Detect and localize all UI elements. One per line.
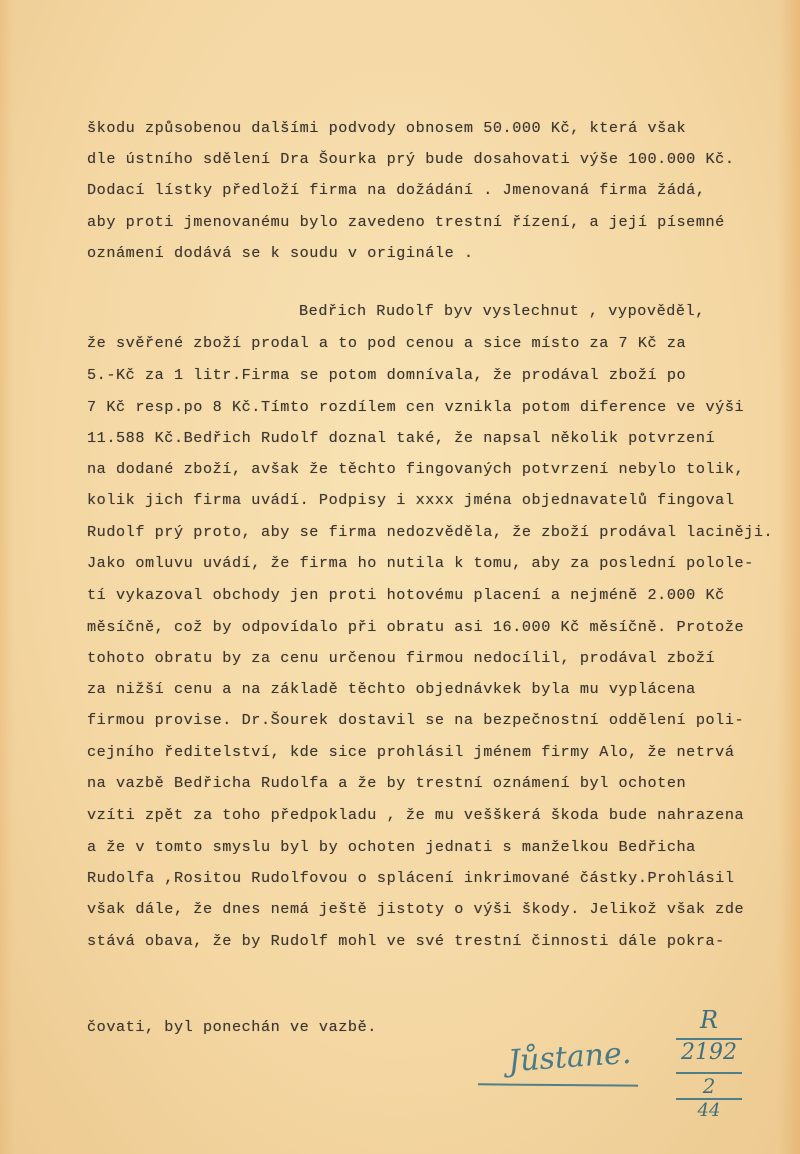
text-line: za nižší cenu a na základě těchto objednávkek byla mu vyplácena xyxy=(87,680,696,698)
text-line: aby proti jmenovanému bylo zavedeno trestní řízení, a její písemné xyxy=(87,213,725,231)
text-line: vzíti zpět za toho předpokladu , že mu vešškerá škoda bude nahrazena xyxy=(87,806,745,824)
text-line: a že v tomto smyslu byl by ochoten jednati s manželkou Bedřicha xyxy=(87,838,696,856)
file-number: 2192 xyxy=(681,1040,737,1065)
text-line: měsíčně, což by odpovídalo při obratu asi 16.000 Kč měsíčně. Protože xyxy=(87,618,745,636)
text-line: 11.588 Kč.Bedřich Rudolf doznal také, že napsal několik potvrzení xyxy=(87,429,716,447)
text-line: dle ústního sdělení Dra Šourka prý bude dosahovati výše 100.000 Kč. xyxy=(87,150,735,168)
text-line: stává obava, že by Rudolf mohl ve své trestní činnosti dále pokra- xyxy=(87,932,725,950)
text-line: čovati, byl ponechán ve vazbě. xyxy=(87,1018,377,1036)
file-number-bottom: 44 xyxy=(697,1100,721,1121)
text-line: Rudolfa ,Rositou Rudolfovou o splácení inkrimované částky.Prohlásil xyxy=(87,869,735,887)
text-line: 7 Kč resp.po 8 Kč.Tímto rozdílem cen vznikla potom diference ve výši xyxy=(87,398,745,416)
handwritten-signature: Jůstane. xyxy=(506,1035,633,1080)
text-line: škodu způsobenou dalšími podvody obnosem 50.000 Kč, která však xyxy=(87,119,687,137)
text-line: kolik jich firma uvádí. Podpisy i xxxx jména objednavatelů fingoval xyxy=(87,491,735,509)
text-line: cejního ředitelství, kde sice prohlásil jménem firmy Alo, že netrvá xyxy=(87,743,735,761)
text-line: Jako omluvu uvádí, že firma ho nutila k tomu, aby za poslední pololе- xyxy=(87,554,754,572)
text-line: Dodací lístky předloží firma na dožádání . Jmenovaná firma žádá, xyxy=(87,181,706,199)
text-line: tí vykazoval obchody jen proti hotovému placení a nejméně 2.000 Kč xyxy=(87,586,725,604)
text-line: na vazbě Bedřicha Rudolfa a že by trestní oznámení byl ochoten xyxy=(87,774,687,792)
text-line: Bedřich Rudolf byv vyslechnut , vypověděl, xyxy=(299,302,705,320)
text-line: že svěřené zboží prodal a to pod cenou a sice místo za 7 Kč za xyxy=(87,334,687,352)
file-number-sub: 2 xyxy=(702,1074,716,1098)
text-line: oznámení dodává se k soudu v originále . xyxy=(87,244,474,262)
text-line: 5.-Kč za 1 litr.Firma se potom domnívala, že prodával zboží po xyxy=(87,366,687,384)
text-line: Rudolf prý proto, aby se firma nedozvěděla, že zboží prodával laciněji. xyxy=(87,523,774,541)
text-line: tohoto obratu by za cenu určenou firmou nedocílil, prodával zboží xyxy=(87,649,716,667)
text-line: firmou provise. Dr.Šourek dostavil se na bezpečnostní oddělení poli- xyxy=(87,711,745,729)
text-line: na dodané zboží, avšak že těchto fingovaných potvrzení nebylo tolik, xyxy=(87,460,745,478)
file-number-prefix: R xyxy=(699,1006,719,1034)
text-line: však dále, že dnes nemá ještě jistoty o výši škody. Jelikož však zde xyxy=(87,900,745,918)
